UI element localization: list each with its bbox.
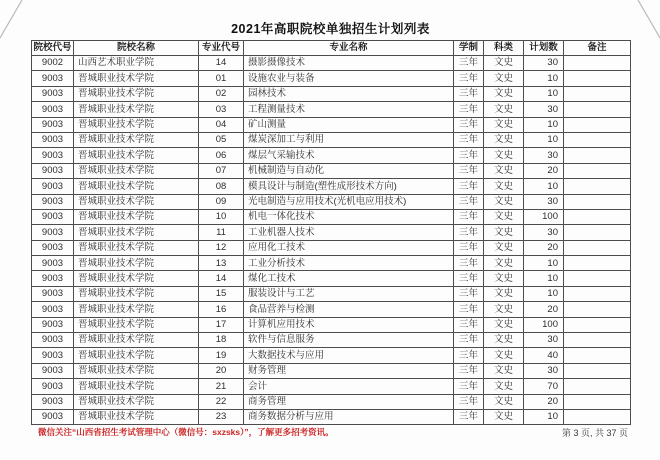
- table-cell: 应用化工技术: [244, 240, 454, 255]
- table-cell: 工程测量技术: [244, 102, 454, 117]
- table-row: [32, 348, 631, 363]
- table-cell: 10: [524, 71, 564, 86]
- table-cell: [564, 117, 631, 132]
- column-header: 专业代号: [199, 41, 244, 56]
- table-row: [32, 71, 631, 86]
- table-cell: [564, 317, 631, 332]
- table-cell: 晋城职业技术学院: [74, 317, 199, 332]
- table-cell: [564, 302, 631, 317]
- table-cell: [564, 256, 631, 271]
- table-cell: 文史: [484, 86, 524, 101]
- table-cell: 9003: [32, 225, 74, 240]
- column-header: 计划数: [524, 41, 564, 56]
- table-row: [32, 317, 631, 332]
- table-cell: 晋城职业技术学院: [74, 333, 199, 348]
- table-cell: 9003: [32, 271, 74, 286]
- table-cell: [564, 56, 631, 71]
- table-cell: 10: [524, 179, 564, 194]
- table-cell: 10: [524, 86, 564, 101]
- table-cell: 晋城职业技术学院: [74, 163, 199, 178]
- table-cell: [564, 225, 631, 240]
- table-cell: 30: [524, 333, 564, 348]
- table-row: [32, 163, 631, 178]
- table-cell: 文史: [484, 209, 524, 224]
- table-cell: 9002: [32, 56, 74, 71]
- table-cell: 晋城职业技术学院: [74, 148, 199, 163]
- table-cell: [564, 271, 631, 286]
- table-cell: 文史: [484, 286, 524, 301]
- table-cell: 9003: [32, 209, 74, 224]
- table-cell: 工业分析技术: [244, 256, 454, 271]
- table-cell: 文史: [484, 271, 524, 286]
- table-cell: 工业机器人技术: [244, 225, 454, 240]
- table-row: [32, 179, 631, 194]
- table-row: [32, 132, 631, 147]
- table-cell: 文史: [484, 363, 524, 378]
- table-cell: 9003: [32, 240, 74, 255]
- table-cell: 模具设计与制造(塑性成形技术方向): [244, 179, 454, 194]
- table-cell: 晋城职业技术学院: [74, 379, 199, 394]
- table-row: [32, 302, 631, 317]
- table-cell: 三年: [454, 71, 484, 86]
- table-cell: 矿山测量: [244, 117, 454, 132]
- table-cell: [564, 209, 631, 224]
- table-cell: 软件与信息服务: [244, 333, 454, 348]
- table-cell: 9003: [32, 333, 74, 348]
- table-cell: 9003: [32, 71, 74, 86]
- table-cell: 三年: [454, 409, 484, 424]
- table-cell: 晋城职业技术学院: [74, 409, 199, 424]
- table-row: [32, 86, 631, 101]
- table-cell: 100: [524, 317, 564, 332]
- table-cell: 煤炭深加工与利用: [244, 132, 454, 147]
- table-cell: 商务数据分析与应用: [244, 409, 454, 424]
- column-header: 专业名称: [244, 41, 454, 56]
- table-cell: 文史: [484, 148, 524, 163]
- table-cell: 三年: [454, 379, 484, 394]
- table-cell: 06: [199, 148, 244, 163]
- table-row: [32, 240, 631, 255]
- table-row: [32, 333, 631, 348]
- table-cell: 20: [524, 394, 564, 409]
- table-cell: 晋城职业技术学院: [74, 86, 199, 101]
- table-cell: 9003: [32, 394, 74, 409]
- table-cell: [564, 286, 631, 301]
- table-cell: 财务管理: [244, 363, 454, 378]
- table-cell: 文史: [484, 409, 524, 424]
- table-cell: 三年: [454, 86, 484, 101]
- table-row: [32, 102, 631, 117]
- table-cell: 文史: [484, 163, 524, 178]
- table-cell: [564, 86, 631, 101]
- table-cell: 文史: [484, 102, 524, 117]
- table-cell: 30: [524, 225, 564, 240]
- table-cell: 30: [524, 148, 564, 163]
- table-row: [32, 394, 631, 409]
- table-cell: [564, 363, 631, 378]
- table-cell: 08: [199, 179, 244, 194]
- table-cell: 三年: [454, 163, 484, 178]
- table-cell: 19: [199, 348, 244, 363]
- table-cell: 02: [199, 86, 244, 101]
- table-cell: 20: [524, 163, 564, 178]
- table-cell: 文史: [484, 379, 524, 394]
- table-cell: 光电制造与应用技术(光机电应用技术): [244, 194, 454, 209]
- table-row: [32, 363, 631, 378]
- table-cell: 文史: [484, 348, 524, 363]
- table-cell: 晋城职业技术学院: [74, 225, 199, 240]
- table-cell: 14: [199, 271, 244, 286]
- table-cell: 05: [199, 132, 244, 147]
- table-cell: 13: [199, 256, 244, 271]
- column-header: 科类: [484, 41, 524, 56]
- table-cell: 9003: [32, 86, 74, 101]
- enrollment-plan-table: [31, 40, 631, 425]
- table-cell: 山西艺术职业学院: [74, 56, 199, 71]
- column-header: 备注: [564, 41, 631, 56]
- table-cell: 三年: [454, 348, 484, 363]
- table-cell: 三年: [454, 194, 484, 209]
- table-cell: 17: [199, 317, 244, 332]
- table-cell: 文史: [484, 394, 524, 409]
- table-cell: [564, 394, 631, 409]
- table-cell: 晋城职业技术学院: [74, 348, 199, 363]
- table-cell: 食品营养与检测: [244, 302, 454, 317]
- table-cell: 23: [199, 409, 244, 424]
- table-cell: 三年: [454, 302, 484, 317]
- table-cell: 文史: [484, 225, 524, 240]
- table-cell: 9003: [32, 132, 74, 147]
- table-cell: 04: [199, 117, 244, 132]
- table-cell: 三年: [454, 56, 484, 71]
- table-cell: 商务管理: [244, 394, 454, 409]
- table-cell: 9003: [32, 363, 74, 378]
- table-cell: 9003: [32, 409, 74, 424]
- table-cell: [564, 348, 631, 363]
- table-cell: 煤层气采输技术: [244, 148, 454, 163]
- table-row: [32, 117, 631, 132]
- table-cell: 晋城职业技术学院: [74, 286, 199, 301]
- table-cell: 三年: [454, 286, 484, 301]
- table-cell: 9003: [32, 379, 74, 394]
- table-cell: 9003: [32, 102, 74, 117]
- table-row: [32, 409, 631, 424]
- table-cell: [564, 379, 631, 394]
- table-cell: 计算机应用技术: [244, 317, 454, 332]
- table-cell: 三年: [454, 117, 484, 132]
- table-cell: 9003: [32, 117, 74, 132]
- table-cell: 9003: [32, 163, 74, 178]
- table-cell: 9003: [32, 286, 74, 301]
- table-cell: 9003: [32, 179, 74, 194]
- table-cell: 10: [524, 271, 564, 286]
- table-cell: 园林技术: [244, 86, 454, 101]
- table-cell: 18: [199, 333, 244, 348]
- table-cell: 100: [524, 209, 564, 224]
- table-cell: 服装设计与工艺: [244, 286, 454, 301]
- table-cell: 09: [199, 194, 244, 209]
- table-cell: 会计: [244, 379, 454, 394]
- table-cell: [564, 102, 631, 117]
- table-cell: 晋城职业技术学院: [74, 194, 199, 209]
- table-cell: 文史: [484, 179, 524, 194]
- page-corner-right-line: [638, 0, 660, 38]
- table-cell: 大数据技术与应用: [244, 348, 454, 363]
- table-cell: 14: [199, 56, 244, 71]
- table-row: [32, 148, 631, 163]
- table-row: [32, 56, 631, 71]
- table-row: [32, 379, 631, 394]
- table-cell: 三年: [454, 317, 484, 332]
- table-cell: [564, 409, 631, 424]
- table-cell: [564, 240, 631, 255]
- table-cell: [564, 163, 631, 178]
- table-cell: 文史: [484, 56, 524, 71]
- table-cell: 晋城职业技术学院: [74, 394, 199, 409]
- table-cell: [564, 333, 631, 348]
- table-cell: 三年: [454, 209, 484, 224]
- table-cell: 20: [524, 240, 564, 255]
- table-row: [32, 209, 631, 224]
- table-cell: 40: [524, 348, 564, 363]
- table-cell: 三年: [454, 148, 484, 163]
- table-cell: 03: [199, 102, 244, 117]
- table-cell: 机电一体化技术: [244, 209, 454, 224]
- column-header: 院校代号: [32, 41, 74, 56]
- page-corner-left-line: [0, 0, 22, 38]
- table-cell: 文史: [484, 256, 524, 271]
- table-cell: 设施农业与装备: [244, 71, 454, 86]
- table-cell: 晋城职业技术学院: [74, 117, 199, 132]
- table-cell: 三年: [454, 179, 484, 194]
- page-indicator: 第 3 页, 共 37 页: [561, 428, 628, 438]
- table-cell: 文史: [484, 117, 524, 132]
- table-cell: 07: [199, 163, 244, 178]
- table-cell: 21: [199, 379, 244, 394]
- table-cell: 文史: [484, 132, 524, 147]
- table-cell: 文史: [484, 333, 524, 348]
- table-row: [32, 194, 631, 209]
- table-cell: 煤化工技术: [244, 271, 454, 286]
- table-cell: 10: [524, 409, 564, 424]
- table-cell: 30: [524, 194, 564, 209]
- column-header: 学制: [454, 41, 484, 56]
- column-header: 院校名称: [74, 41, 199, 56]
- table-cell: 9003: [32, 256, 74, 271]
- table-cell: [564, 194, 631, 209]
- table-cell: 摄影摄像技术: [244, 56, 454, 71]
- table-cell: 10: [524, 132, 564, 147]
- table-cell: 三年: [454, 102, 484, 117]
- table-cell: 文史: [484, 71, 524, 86]
- table-row: [32, 271, 631, 286]
- table-cell: 三年: [454, 256, 484, 271]
- table-cell: 晋城职业技术学院: [74, 179, 199, 194]
- table-cell: 三年: [454, 394, 484, 409]
- table-cell: 晋城职业技术学院: [74, 256, 199, 271]
- table-cell: 文史: [484, 194, 524, 209]
- table-cell: 晋城职业技术学院: [74, 363, 199, 378]
- table-cell: 机械制造与自动化: [244, 163, 454, 178]
- table-cell: [564, 148, 631, 163]
- table-cell: 9003: [32, 194, 74, 209]
- table-cell: 三年: [454, 240, 484, 255]
- table-cell: 20: [524, 302, 564, 317]
- table-cell: [564, 71, 631, 86]
- table-cell: 01: [199, 71, 244, 86]
- table-cell: 晋城职业技术学院: [74, 240, 199, 255]
- table-cell: 10: [524, 286, 564, 301]
- table-cell: 晋城职业技术学院: [74, 102, 199, 117]
- table-cell: 15: [199, 286, 244, 301]
- table-cell: 9003: [32, 148, 74, 163]
- table-cell: 三年: [454, 225, 484, 240]
- table-cell: 晋城职业技术学院: [74, 132, 199, 147]
- wechat-footer-notice: 微信关注“山西省招生考试管理中心（微信号：sxzsks）”，了解更多招考资讯。: [38, 427, 334, 437]
- table-cell: [564, 179, 631, 194]
- table-cell: 10: [524, 256, 564, 271]
- table-cell: 三年: [454, 132, 484, 147]
- table-cell: 30: [524, 363, 564, 378]
- table-cell: 三年: [454, 363, 484, 378]
- table-cell: 晋城职业技术学院: [74, 71, 199, 86]
- table-cell: 晋城职业技术学院: [74, 209, 199, 224]
- table-row: [32, 286, 631, 301]
- table-cell: 三年: [454, 271, 484, 286]
- table-cell: 20: [199, 363, 244, 378]
- table-cell: 10: [524, 117, 564, 132]
- table-cell: 16: [199, 302, 244, 317]
- table-row: [32, 225, 631, 240]
- table-cell: 22: [199, 394, 244, 409]
- table-cell: 9003: [32, 317, 74, 332]
- table-cell: 30: [524, 56, 564, 71]
- table-cell: 文史: [484, 302, 524, 317]
- table-cell: [564, 132, 631, 147]
- table-cell: 9003: [32, 302, 74, 317]
- header-row: [32, 41, 631, 56]
- table-cell: 三年: [454, 333, 484, 348]
- table-cell: 70: [524, 379, 564, 394]
- table-cell: 9003: [32, 348, 74, 363]
- table-cell: 文史: [484, 240, 524, 255]
- page-title: 2021年高职院校单独招生计划列表: [231, 22, 430, 36]
- table-body: [32, 56, 631, 425]
- table-cell: 30: [524, 102, 564, 117]
- table-cell: 晋城职业技术学院: [74, 302, 199, 317]
- table-cell: 文史: [484, 317, 524, 332]
- table-row: [32, 256, 631, 271]
- table-cell: 12: [199, 240, 244, 255]
- table-cell: 11: [199, 225, 244, 240]
- table-cell: 晋城职业技术学院: [74, 271, 199, 286]
- table-cell: 10: [199, 209, 244, 224]
